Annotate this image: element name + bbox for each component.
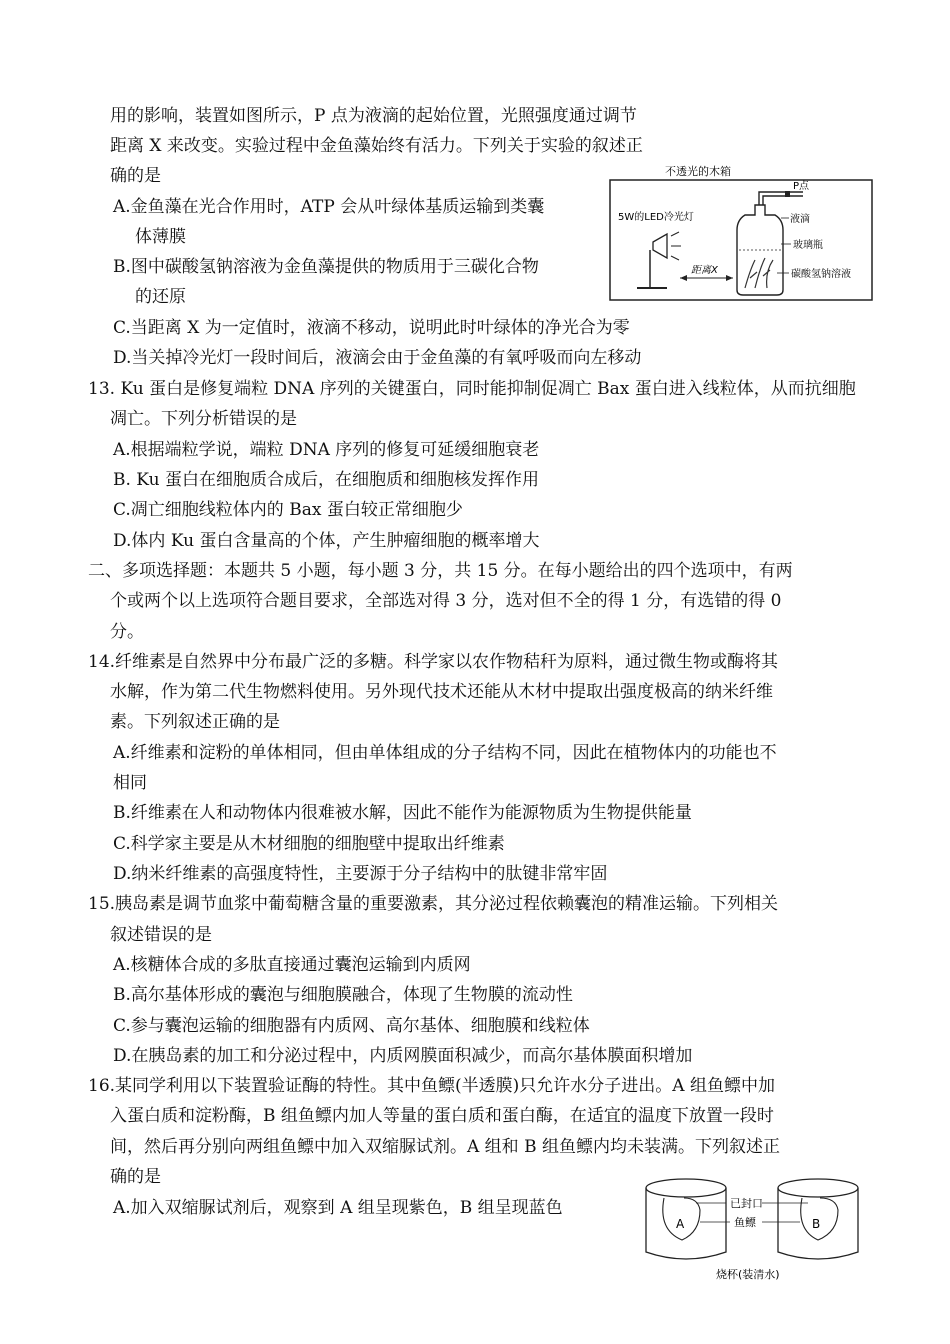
q14-option-a-cont: 相同 [113, 773, 147, 793]
q12-option-b-cont: 的还原 [135, 287, 186, 307]
p-point-label: P点 [793, 181, 810, 192]
q12-stem-line-2: 距离 X 来改变。实验过程中金鱼藻始终有活力。下列关于实验的叙述正 [110, 136, 643, 156]
distance-arrow [680, 264, 733, 281]
q16-beaker-figure [638, 1170, 870, 1282]
q12-option-a: A.金鱼藻在光合作用时，ATP 会从叶绿体基质运输到类囊 [113, 197, 545, 217]
q15-option-d: D.在胰岛素的加工和分泌过程中，内质网膜面积减少，而高尔基体膜面积增加 [113, 1046, 693, 1066]
drop-label: 液滴 [790, 214, 810, 225]
q13-stem-line-2: 凋亡。下列分析错误的是 [110, 409, 297, 429]
q16-stem-line-3: 间，然后再分别向两组鱼鳔中加入双缩脲试剂。A 组和 B 组鱼鳔内均未装满。下列叙述正 [110, 1137, 780, 1157]
q15-stem-line-1: 15.胰岛素是调节血浆中葡萄糖含量的重要激素，其分泌过程依赖囊泡的精准运输。下列相关 [88, 894, 779, 914]
q14-stem-line-2: 水解，作为第二代生物燃料使用。另外现代技术还能从木材中提取出强度极高的纳米纤维 [110, 682, 773, 702]
q14-stem-line-1: 14.纤维素是自然界中分布最广泛的多糖。科学家以农作物秸秆为原料，通过微生物或酶将其 [88, 652, 779, 672]
q12-option-d: D.当关掉冷光灯一段时间后，液滴会由于金鱼藻的有氧呼吸而向左移动 [113, 348, 642, 368]
q12-option-a-cont: 体薄膜 [135, 227, 186, 247]
q12-stem-line-3: 确的是 [110, 166, 161, 186]
q14-option-b: B.纤维素在人和动物体内很难被水解，因此不能作为能源物质为生物提供能量 [113, 803, 692, 823]
lamp-label: 5W的LED冷光灯 [618, 212, 694, 223]
q14-option-a: A.纤维素和淀粉的单体相同，但由单体组成的分子结构不同，因此在植物体内的功能也不 [113, 743, 777, 763]
bladder-label: 鱼鳔 [734, 1216, 756, 1229]
solution-label: 碳酸氢钠溶液 [791, 269, 851, 280]
q16-stem-line-4: 确的是 [110, 1167, 161, 1187]
beaker-right [778, 1179, 858, 1259]
q14-option-c: C.科学家主要是从木材细胞的细胞壁中提取出纤维素 [113, 834, 505, 854]
q14-stem-line-3: 素。下列叙述正确的是 [110, 712, 280, 732]
q15-option-c: C.参与囊泡运输的细胞器有内质网、高尔基体、细胞膜和线粒体 [113, 1016, 590, 1036]
q12-option-b: B.图中碳酸氢钠溶液为金鱼藻提供的物质用于三碳化合物 [113, 257, 539, 277]
distance-label: 距离X [691, 265, 718, 276]
q15-option-a: A.核糖体合成的多肽直接通过囊泡运输到内质网 [113, 955, 471, 975]
q15-stem-line-2: 叙述错误的是 [110, 925, 212, 945]
q13-stem-line-1: 13. Ku 蛋白是修复端粒 DNA 序列的关键蛋白，同时能抑制促凋亡 Bax 蛋白进入线粒体，从而抗细胞 [88, 379, 856, 399]
q13-option-d: D.体内 Ku 蛋白含量高的个体，产生肿瘤细胞的概率增大 [113, 531, 540, 551]
q16-stem-line-1: 16.某同学利用以下装置验证酶的特性。其中鱼鳔(半透膜)只允许水分子进出。A 组鱼鳔中加 [88, 1076, 775, 1096]
q13-option-b: B. Ku 蛋白在细胞质合成后，在细胞质和细胞核发挥作用 [113, 470, 539, 490]
q12-apparatus-figure [605, 160, 880, 305]
beaker-left [646, 1179, 726, 1259]
q16-option-a: A.加入双缩脲试剂后，观察到 A 组呈现紫色，B 组呈现蓝色 [113, 1198, 563, 1218]
bladder-a-label: A [676, 1217, 685, 1231]
q12-stem-line-1: 用的影响，装置如图所示，P 点为液滴的起始位置，光照强度通过调节 [110, 106, 637, 126]
q13-option-c: C.凋亡细胞线粒体内的 Bax 蛋白较正常细胞少 [113, 500, 463, 520]
liquid-drop [785, 191, 790, 197]
section2-line-1: 二、多项选择题：本题共 5 小题，每小题 3 分，共 15 分。在每小题给出的四个选项中，有两 [88, 561, 793, 581]
q13-option-a: A.根据端粒学说，端粒 DNA 序列的修复可延缓细胞衰老 [113, 440, 540, 460]
led-lamp [637, 232, 681, 288]
q12-option-c: C.当距离 X 为一定值时，液滴不移动，说明此时叶绿体的净光合为零 [113, 318, 630, 338]
section2-line-3: 分。 [110, 622, 144, 642]
bottle-label: 玻璃瓶 [793, 240, 823, 251]
q15-option-b: B.高尔基体形成的囊泡与细胞膜融合，体现了生物膜的流动性 [113, 985, 573, 1005]
beaker-label: 烧杯(装清水) [716, 1268, 780, 1281]
box-label: 不透光的木箱 [665, 165, 731, 178]
section2-line-2: 个或两个以上选项符合题目要求，全部选对得 3 分，选对但不全的得 1 分，有选错的得 0 [110, 591, 782, 611]
q14-option-d: D.纳米纤维素的高强度特性，主要源于分子结构中的肽键非常牢固 [113, 864, 608, 884]
q16-stem-line-2: 入蛋白质和淀粉酶，B 组鱼鳔内加人等量的蛋白质和蛋白酶，在适宜的温度下放置一段时 [110, 1106, 774, 1126]
sealed-label: 已封口 [730, 1197, 763, 1210]
bladder-b-label: B [812, 1217, 821, 1231]
